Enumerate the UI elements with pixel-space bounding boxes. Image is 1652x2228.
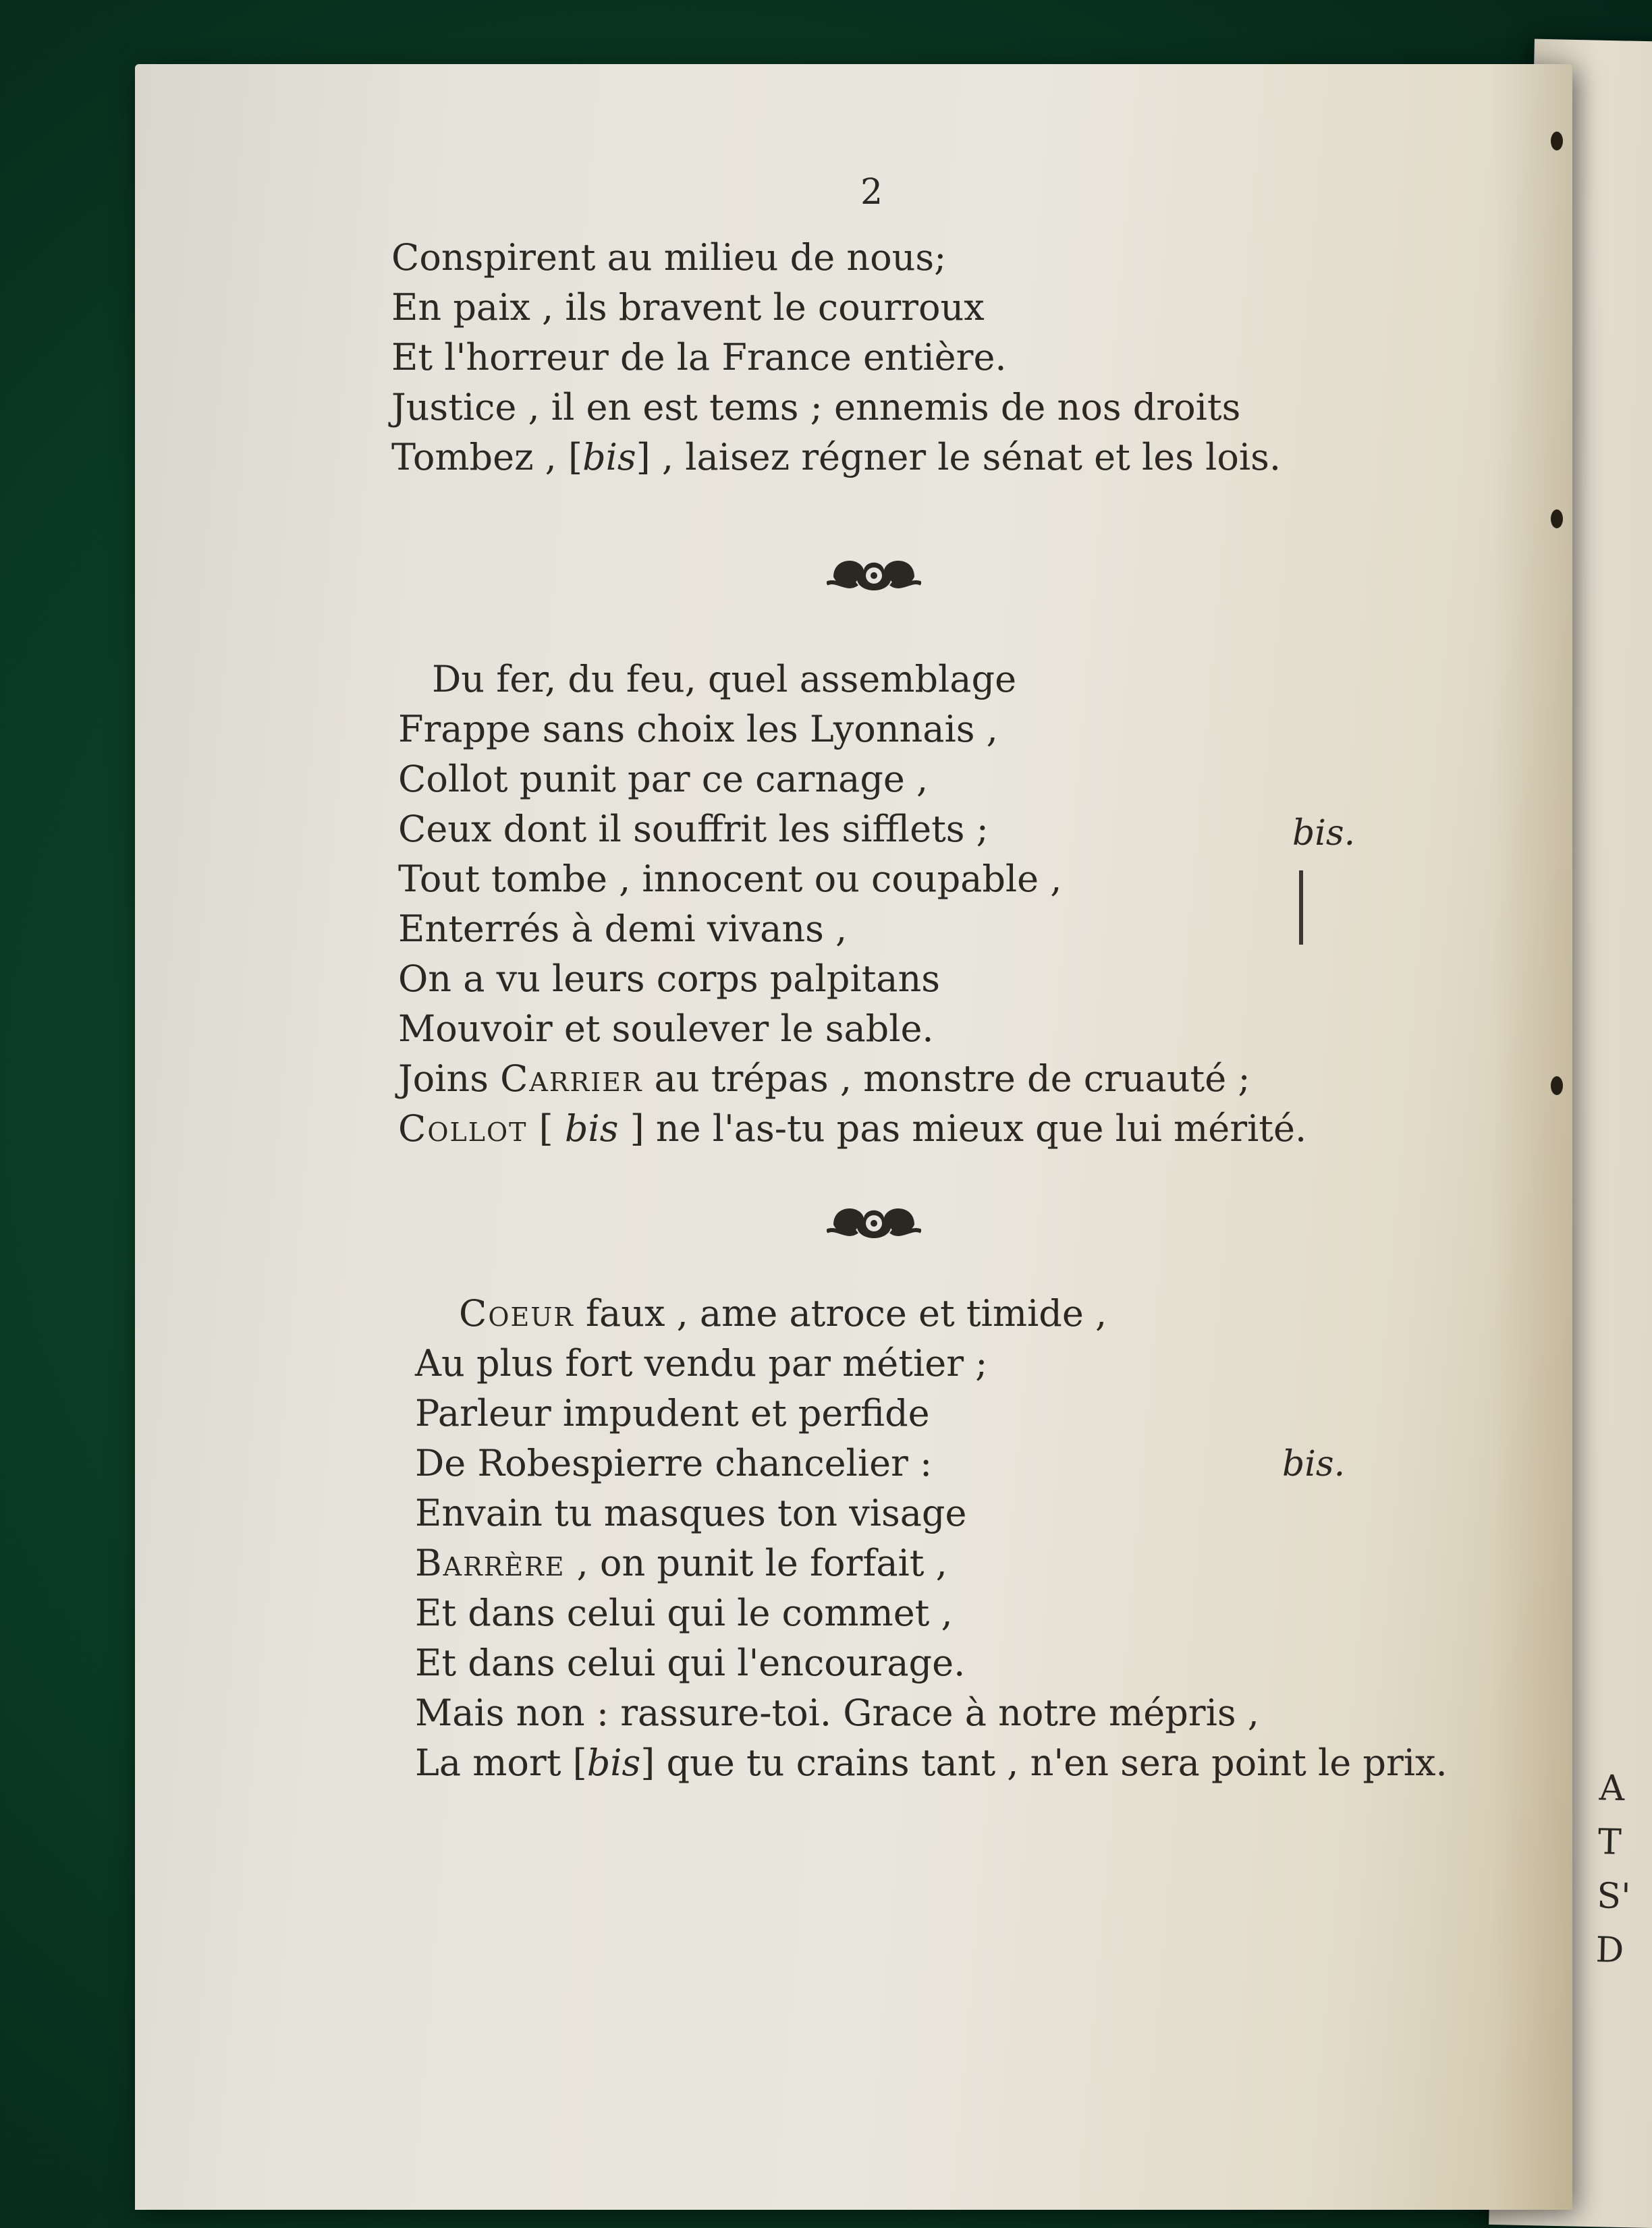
verse-line: Et l'horreur de la France entière.: [391, 336, 1007, 379]
name-collot: Collot: [398, 1107, 528, 1150]
verse-line: Enterrés à demi vivans ,: [398, 908, 848, 950]
verse-line: En paix , ils bravent le courroux: [391, 286, 985, 329]
verse-line: Coeur faux , ame atroce et timide ,: [459, 1292, 1107, 1335]
verse-line: Envain tu masques ton visage: [415, 1492, 967, 1534]
verse-line: Tout tombe , innocent ou coupable ,: [398, 858, 1062, 900]
verse-line: Parleur impudent et perfide: [415, 1392, 930, 1435]
bis-margin-marker: bis.: [1282, 1444, 1346, 1484]
verse-line: Joins Carrier au trépas , monstre de cruauté ;: [398, 1057, 1250, 1100]
bis-inline: bis: [586, 1742, 641, 1784]
verse-line: Conspirent au milieu de nous;: [391, 236, 947, 279]
name-barrere: Barrère: [415, 1542, 566, 1584]
verse-line: Justice , il en est tems ; ennemis de nos droits: [391, 386, 1241, 428]
verse-line: Collot punit par ce carnage ,: [398, 758, 929, 800]
verse-line: De Robespierre chancelier :: [415, 1442, 933, 1484]
name-coeur: Coeur: [459, 1292, 574, 1335]
verse-line: On a vu leurs corps palpitans: [398, 957, 940, 1000]
verse-line: La mort [bis] que tu crains tant , n'en sera point le prix.: [415, 1742, 1448, 1784]
facing-page-letter: A: [1599, 1768, 1625, 1809]
verse-line: Collot [ bis ] ne l'as-tu pas mieux que lui mérité.: [398, 1107, 1307, 1150]
verse-line: Au plus fort vendu par métier ;: [415, 1342, 988, 1385]
verse-line: Mouvoir et soulever le sable.: [398, 1007, 934, 1050]
stanza-3: [415, 1289, 1448, 1788]
verse-line: Et dans celui qui l'encourage.: [415, 1642, 966, 1684]
verse-line: Ceux dont il souffrit les sifflets ;: [398, 808, 989, 850]
stanza-2: [398, 655, 1306, 1154]
verse-line: Frappe sans choix les Lyonnais ,: [398, 708, 998, 750]
fleuron-ornament-icon: [827, 1198, 921, 1249]
verse-line: Du fer, du feu, quel assemblage: [432, 658, 1017, 700]
binding-hole: [1551, 509, 1563, 528]
fleuron-ornament-icon: [827, 550, 921, 601]
facing-page-letter: D: [1595, 1930, 1624, 1972]
verse-line: Tombez , [bis] , laisez régner le sénat et les lois.: [391, 436, 1282, 478]
bis-bracket: [1299, 870, 1303, 945]
facing-page-letter: S': [1596, 1876, 1631, 1918]
bis-inline: bis: [582, 436, 636, 478]
name-carrier: Carrier: [500, 1057, 643, 1100]
verse-line: Et dans celui qui le commet ,: [415, 1592, 953, 1634]
binding-hole: [1551, 132, 1563, 150]
verse-line: Mais non : rassure-toi. Grace à notre mépris ,: [415, 1692, 1259, 1734]
stanza-1: [391, 233, 1281, 482]
page-number: 2: [860, 172, 883, 213]
bis-margin-marker: bis.: [1292, 813, 1356, 854]
verse-line: Barrère , on punit le forfait ,: [415, 1542, 947, 1584]
bis-inline: bis: [564, 1107, 619, 1150]
binding-hole: [1551, 1076, 1563, 1095]
facing-page-letter: T: [1597, 1822, 1622, 1863]
